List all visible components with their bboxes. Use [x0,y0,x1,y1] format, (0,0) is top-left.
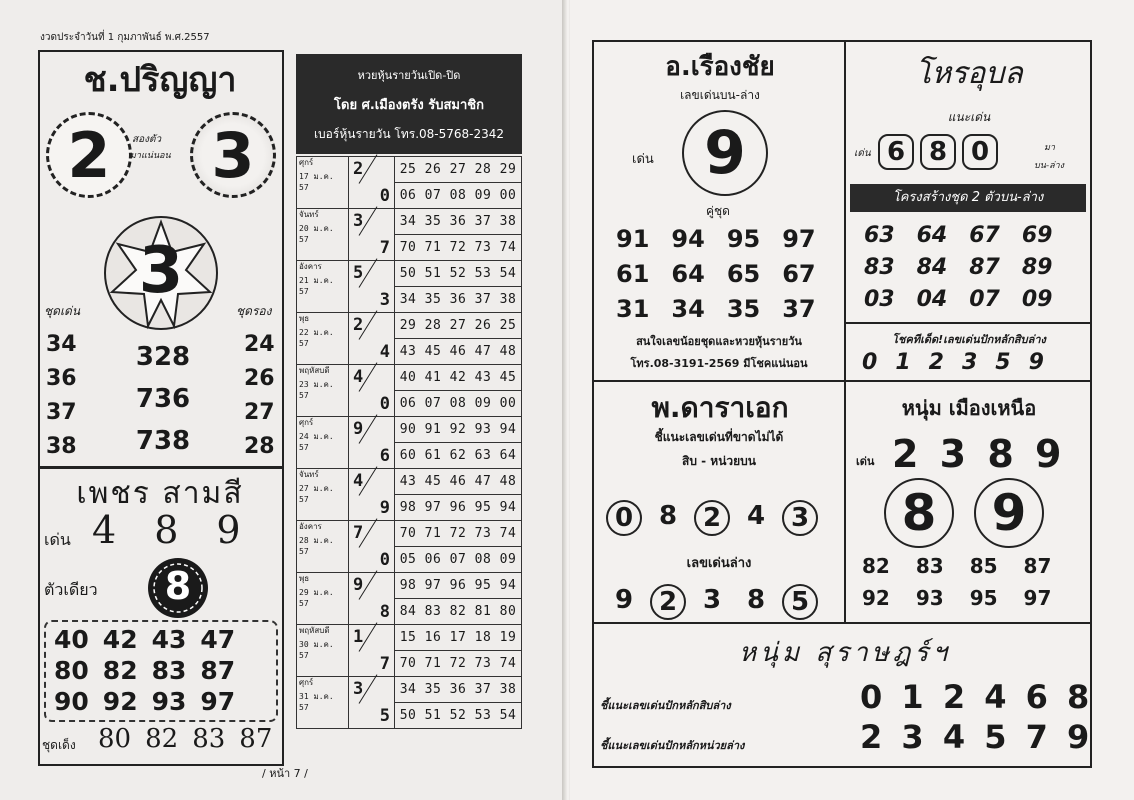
box3-top-digit: 2 [694,500,730,536]
schedule-bottom-digit: 7 [379,654,390,674]
box5-line1-digits: 0 1 2 4 6 8 [860,678,1094,716]
schedule-pair-cell [349,521,395,573]
box1-subtitle: เลขเด่นบน-ล่าง [680,88,760,102]
date-line: งวดประจำวันที่ 1 กุมภาพันธ์ พ.ศ.2557 [40,32,210,43]
row-cell: 40 [54,625,89,654]
pair-item: 38 [46,434,77,459]
pair-item: 24 [244,332,275,357]
schedule-day: พฤหัสบดี [299,366,330,375]
schedule-numbers-2: 70 71 72 73 74 [395,235,522,261]
row-cell: 47 [200,625,236,654]
two-caption-2: มาแน่นอน [130,151,171,161]
box5-line1-label: ชี้แนะเลขเด่นปักหลักสิบล่าง [600,699,731,712]
grid-cell: 87 [1023,554,1052,578]
box1-grid [616,222,816,327]
box2-sep [846,322,1092,324]
box1-big-digit: 9 [682,110,768,196]
right-page [570,0,1134,800]
h-divider-right [846,380,1092,382]
left-page [0,0,566,800]
grid-row [864,284,1053,316]
schedule-bottom-digit: 0 [379,550,390,570]
lucky-digit: 1 [895,350,911,375]
schedule-date-cell [297,209,349,261]
label-secondary: ชุดรอง [236,304,272,318]
pair-item: 34 [46,332,77,357]
box3-bottom-digit: 3 [702,585,722,615]
right-pairs [244,328,275,464]
grid-cell: 03 [864,287,895,312]
box3-top-digit: 8 [658,501,678,531]
schedule-top-digit: 3 [353,679,364,699]
schedule-day: จันทร์ [299,210,319,219]
grid-cell: 83 [864,255,895,280]
schedule-numbers-1: 40 41 42 43 45 [395,365,522,391]
box2-digit: 0 [962,134,998,170]
lucky-digit: 5 [995,350,1011,375]
schedule-numbers-2: 84 83 82 81 80 [395,599,522,625]
den-digits [92,508,241,552]
schedule-numbers-1: 98 97 96 95 94 [395,573,522,599]
schedule-bottom-digit: 3 [379,290,390,310]
schedule-row [297,677,522,703]
schedule-top-digit: 5 [353,263,364,283]
box4-author: หนุ่ม เมืองเหนือ [901,396,1037,420]
box2-den-label: เด่น [854,148,871,159]
den-digit: 4 [92,508,117,552]
box3-top-digit: 3 [782,500,818,536]
schedule-day: อังคาร [299,262,322,271]
box3-top-digit: 4 [746,501,766,531]
schedule-top-digit: 2 [353,315,364,335]
grid-cell: 83 [915,554,944,578]
schedule-day: อังคาร [299,522,322,531]
schedule-date: 21 ม.ค. 57 [299,276,334,296]
box3-bottom-digits [606,584,818,620]
banner [296,54,522,154]
box3-bottom-digit: 8 [746,585,766,615]
box1-author: อ.เรืองชัย [665,52,775,82]
schedule-date: 27 ม.ค. 57 [299,484,334,504]
schedule-bottom-digit: 6 [379,446,390,466]
grid-cell: 63 [864,223,895,248]
schedule-bottom-digit: 4 [379,342,390,362]
grid-cell: 95 [969,586,998,610]
schedule-day: จันทร์ [299,470,319,479]
schedule-row [297,521,522,547]
grid-cell: 64 [671,260,705,288]
grid-cell: 92 [862,586,890,610]
schedule-row [297,417,522,443]
schedule-date: 24 ม.ค. 57 [299,432,334,452]
schedule-date-cell [297,261,349,313]
schedule-pair-cell [349,625,395,677]
grid-cell: 69 [1021,223,1053,248]
schedule-pair-cell [349,209,395,261]
schedule-date: 22 ม.ค. 57 [299,328,334,348]
box3-subtitle-1: ชี้แนะเลขเด่นที่ขาดไม่ได้ [654,430,784,444]
box3-author: พ.ดาราเอก [651,391,789,424]
triple-item: 736 [135,384,191,414]
box5-line2-label: ชี้แนะเลขเด่นปักหลักหน่วยล่าง [600,739,745,752]
grid-cell: 61 [616,260,650,288]
row-cell: 42 [102,625,138,654]
author-title-2: เพชร สามสี [76,476,244,511]
schedule-row [297,625,522,651]
grid-cell: 85 [969,554,998,578]
two-caption-1: สองตัว [132,134,162,145]
schedule-pair-cell [349,261,395,313]
box3-top-digit: 0 [606,500,642,536]
big-digit-left: 2 [46,112,132,198]
schedule-pair-cell [349,313,395,365]
schedule-date: 30 ม.ค. 57 [299,640,334,660]
schedule-date-cell [297,157,349,209]
schedule-bottom-digit: 5 [379,706,390,726]
schedule-pair-cell [349,157,395,209]
schedule-top-digit: 7 [353,523,364,543]
schedule-numbers-1: 34 35 36 37 38 [395,677,522,703]
schedule-numbers-2: 43 45 46 47 48 [395,339,522,365]
schedule-numbers-2: 70 71 72 73 74 [395,651,522,677]
box2-subtitle: แนะเด่น [947,110,991,124]
box4-den-label: เด่น [856,455,875,468]
row-cell: 80 [54,656,89,685]
schedule-pair-cell [349,365,395,417]
box1-footer-1: สนใจเลขน้อยชุดและหวยหุ้นรายวัน [636,335,802,348]
h-divider-left [592,380,844,382]
grid-row [616,257,816,292]
grid-row [864,220,1053,252]
grid-cell: 87 [969,255,1000,280]
grid-row [864,252,1053,284]
grid-cell: 97 [1023,586,1052,610]
pair-item: 27 [244,400,275,425]
schedule-date: 31 ม.ค. 57 [299,692,334,712]
grid-cell: 35 [726,295,761,323]
schedule-bottom-digit: 0 [379,394,390,414]
schedule-numbers-1: 70 71 72 73 74 [395,521,522,547]
single-label: ตัวเดียว [44,580,98,599]
grid-row [862,582,1051,614]
box3-bottom-digit: 2 [650,584,686,620]
grid-cell: 95 [726,225,761,253]
schedule-bottom-digit: 8 [379,602,390,622]
grid-cell: 97 [782,225,816,253]
row-cell: 87 [200,656,236,685]
box4-rows [862,550,1051,614]
box5-line2-digits: 2 3 4 5 7 9 [860,718,1094,756]
pair-item: 36 [46,366,77,391]
banner-line-1: หวยหุ้นรายวันเปิด-ปิด [357,69,461,82]
row-line [54,624,235,655]
schedule-numbers-2: 50 51 52 53 54 [395,703,522,729]
divider [38,466,284,469]
set-values [98,724,272,754]
schedule-date-cell [297,313,349,365]
schedule-numbers-1: 43 45 46 47 48 [395,469,522,495]
box2-side-2: บน-ล่าง [1034,161,1065,171]
pair-item: 28 [244,434,275,459]
box2-structure-title: โครงสร้างชุด 2 ตัวบน-ล่าง [850,184,1086,212]
schedule-date: 20 ม.ค. 57 [299,224,334,244]
label-main: ชุดเด่น [44,304,81,318]
schedule-top-digit: 9 [353,575,364,595]
triple-item: 738 [135,426,191,456]
schedule-bottom-digit: 7 [379,238,390,258]
grid-cell: 94 [671,225,705,253]
schedule-day: ศุกร์ [299,678,314,687]
schedule-row [297,209,522,235]
box4-ring-digit: 8 [884,478,954,548]
set-value: 82 [145,724,179,754]
grid-cell: 65 [726,260,761,288]
banner-line-3: เบอร์หุ้นรายวัน โทร.08-5768-2342 [313,127,505,141]
schedule-top-digit: 9 [353,419,364,439]
schedule-date-cell [297,573,349,625]
schedule-date: 17 ม.ค. 57 [299,172,334,192]
schedule-row [297,469,522,495]
schedule-row [297,313,522,339]
den-label: เด่น [44,530,71,549]
row-cell: 97 [200,687,236,716]
box3-lower-label: เลขเด่นล่าง [686,556,752,571]
gear-badge [146,556,210,620]
schedule-top-digit: 4 [353,367,364,387]
schedule-day: พุธ [299,314,310,323]
den-digit: 9 [216,508,241,552]
lucky-digit: 3 [961,350,978,375]
schedule-row [297,261,522,287]
grid-cell: 67 [969,223,1000,248]
grid-cell: 93 [915,586,944,610]
schedule-numbers-2: 60 61 62 63 64 [395,443,522,469]
row-line [54,686,235,717]
set-value: 87 [239,724,273,754]
set-value: 83 [192,724,226,754]
schedule-bottom-digit: 9 [379,498,390,518]
grid-cell: 07 [969,287,1000,312]
box4-ring-digit: 9 [974,478,1044,548]
box2-lucky-digits [862,350,1044,375]
number-rows [54,624,235,717]
schedule-table [296,156,522,729]
schedule-date: 28 ม.ค. 57 [299,536,334,556]
grid-cell: 67 [782,260,816,288]
schedule-numbers-1: 29 28 27 26 25 [395,313,522,339]
box3-bottom-digit: 5 [782,584,818,620]
schedule-date: 23 ม.ค. 57 [299,380,334,400]
box3-subtitle-2: สิบ - หน่วยบน [682,454,756,468]
pair-item: 26 [244,366,275,391]
schedule-numbers-1: 25 26 27 28 29 [395,157,522,183]
box2-digit: 6 [878,134,914,170]
schedule-pair-cell [349,573,395,625]
schedule-top-digit: 2 [353,159,364,179]
row-cell: 90 [54,687,89,716]
schedule-numbers-2: 34 35 36 37 38 [395,287,522,313]
schedule-top-digit: 1 [353,627,364,647]
schedule-date: 29 ม.ค. 57 [299,588,334,608]
grid-cell: 84 [916,255,948,280]
triple-item: 328 [135,342,191,372]
schedule-row [297,157,522,183]
grid-cell: 91 [616,225,650,253]
schedule-day: ศุกร์ [299,158,314,167]
box1-footer-2: โทร.08-3191-2569 มีโชคแน่นอน [630,357,808,370]
schedule-numbers-1: 50 51 52 53 54 [395,261,522,287]
lucky-digit: 9 [1028,350,1044,375]
set-label: ชุดเด็ง [42,738,76,752]
box3-top-digits [606,500,818,536]
schedule-numbers-2: 05 06 07 08 09 [395,547,522,573]
grid-cell: 37 [782,295,816,323]
h-divider-bottom [592,622,1092,624]
schedule-numbers-1: 34 35 36 37 38 [395,209,522,235]
schedule-date-cell [297,469,349,521]
schedule-day: ศุกร์ [299,418,314,427]
schedule-bottom-digit: 0 [379,186,390,206]
schedule-top-digit: 3 [353,211,364,231]
banner-line-2: โดย ศ.เมืองตรัง รับสมาชิก [334,98,484,113]
grid-cell: 04 [916,287,948,312]
author-title: ช.ปริญญา [83,60,237,100]
grid-cell: 09 [1021,287,1053,312]
pair-item: 37 [46,400,77,425]
schedule-numbers-1: 15 16 17 18 19 [395,625,522,651]
schedule-numbers-2: 06 07 08 09 00 [395,391,522,417]
schedule-numbers-1: 90 91 92 93 94 [395,417,522,443]
schedule-row [297,365,522,391]
grid-cell: 64 [916,223,948,248]
schedule-date-cell [297,677,349,729]
row-cell: 92 [102,687,138,716]
row-cell: 83 [151,656,187,685]
box2-digits [878,134,998,170]
schedule-row [297,573,522,599]
row-cell: 93 [151,687,187,716]
star-badge [102,214,220,332]
grid-cell: 89 [1021,255,1053,280]
left-pairs [46,328,77,464]
grid-cell: 34 [671,295,705,323]
schedule-pair-cell [349,677,395,729]
middle-triples [118,336,208,462]
schedule-pair-cell [349,417,395,469]
row-cell: 43 [151,625,187,654]
box5-author: หนุ่ม สุราษฎร์ฯ [739,638,951,668]
row-line [54,655,235,686]
schedule-date-cell [297,625,349,677]
schedule-day: พุธ [299,574,310,583]
box1-den-label: เด่น [632,152,654,167]
schedule-pair-cell [349,469,395,521]
schedule-numbers-2: 98 97 96 95 94 [395,495,522,521]
grid-cell: 82 [862,554,890,578]
grid-row [862,550,1051,582]
box2-digit: 8 [920,134,956,170]
box2-author: โหรอุบล [915,56,1023,91]
schedule-date-cell [297,365,349,417]
box4-den-value: 2 3 8 9 [892,432,1066,476]
lucky-digit: 2 [928,350,944,375]
big-digit-right: 3 [190,112,276,198]
box2-lucky-caption: โชคทีเด็ด!เลขเด่นปักหลักสิบล่าง [892,333,1046,346]
schedule-day: พฤหัสบดี [299,626,330,635]
row-cell: 82 [102,656,138,685]
grid-row [616,292,816,327]
box1-pair-label: คู่ชุด [706,204,730,218]
box2-side-1: มา [1044,143,1055,153]
den-digit: 8 [154,508,179,552]
lucky-digit: 0 [862,350,878,375]
schedule-top-digit: 4 [353,471,364,491]
schedule-date-cell [297,521,349,573]
box3-bottom-digit: 9 [614,585,634,615]
grid-row [616,222,816,257]
box2-grid [864,220,1053,316]
single-digit: 8 [164,564,192,608]
schedule-date-cell [297,417,349,469]
schedule-numbers-2: 06 07 08 09 00 [395,183,522,209]
vertical-divider [844,40,846,622]
star-digit: 3 [138,234,184,308]
page-number: / หน้า 7 / [262,767,308,780]
set-value: 80 [98,724,132,754]
grid-cell: 31 [616,295,650,323]
